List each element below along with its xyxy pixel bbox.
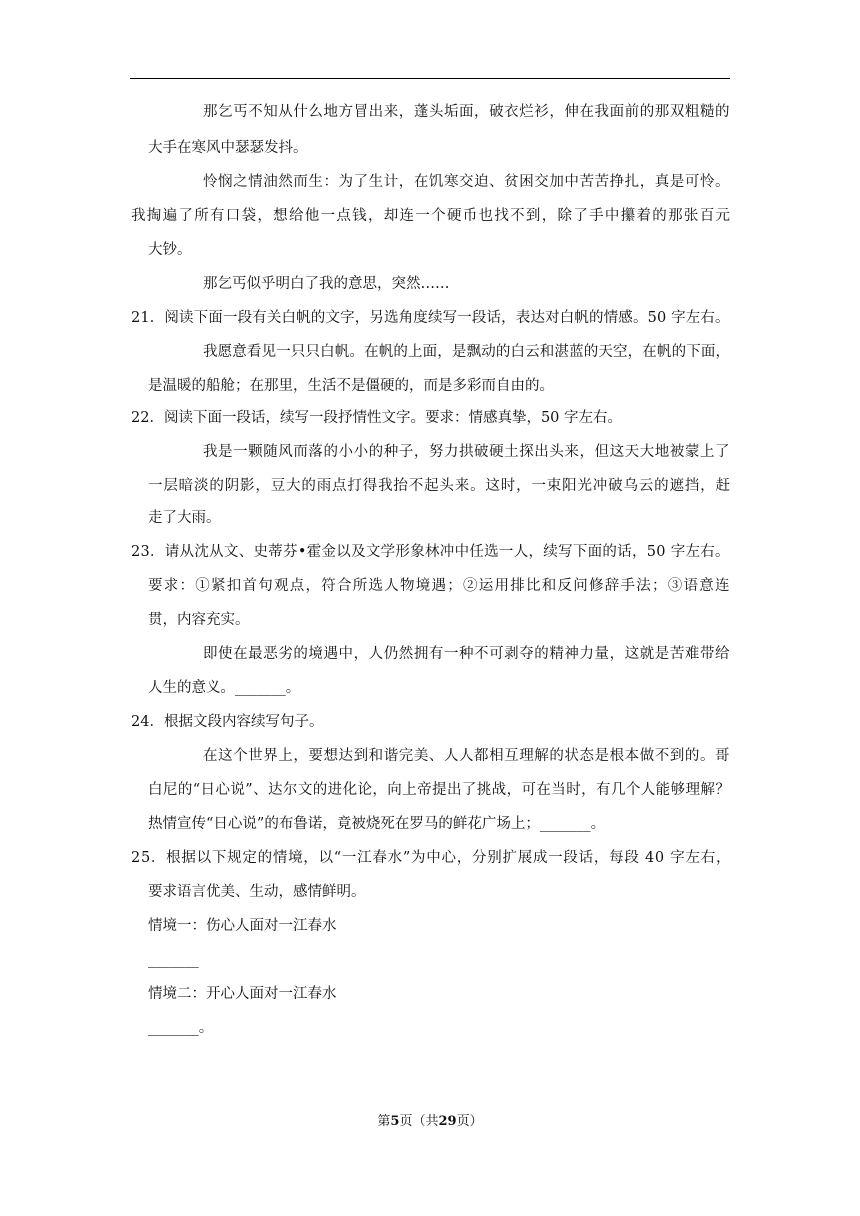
text-line: 24．根据文段内容续写句子。: [131, 714, 324, 730]
text-line: 怜悯之情油然而生：为了生计，在饥寒交迫、贫困交加中苦苦挣扎，真是可怜。: [203, 174, 731, 190]
text-line: 23．请从沈从文、史蒂芬•霍金以及文学形象林冲中任选一人，续写下面的话，50 字左右。: [131, 544, 730, 560]
text-line: 大手在寒风中瑟瑟发抖。: [148, 140, 308, 156]
text-line: 情境二：开心人面对一江春水: [148, 986, 337, 1002]
text-line: 我掏遍了所有口袋，想给他一点钱，却连一个硬币也找不到，除了手中攥着的那张百元: [131, 208, 732, 224]
page-footer: [0, 1110, 860, 1129]
text-line: 在这个世界上，要想达到和谐完美、人人都相互理解的状态是根本做不到的。哥: [203, 748, 731, 764]
text-line: 走了大雨。: [148, 510, 221, 526]
text-line: 一层暗淡的阴影，豆大的雨点打得我抬不起头来。这时，一束阳光冲破乌云的遮挡，赶: [148, 478, 731, 494]
text-line: 情境一：伤心人面对一江春水: [148, 918, 337, 934]
text-line: 要求语言优美、生动，感情鲜明。: [148, 884, 366, 900]
text-line: 是温暖的船舱；在那里，生活不是僵硬的，而是多彩而自由的。: [148, 378, 554, 394]
text-line: 我愿意看见一只只白帆。在帆的上面，是飘动的白云和湛蓝的天空，在帆的下面，: [203, 344, 731, 360]
text-line: 热情宣传“日心说”的布鲁诺，竟被烧死在罗马的鲜花广场上；_______。: [148, 816, 606, 832]
text-line: 那乞丐不知从什么地方冒出来，蓬头垢面，破衣烂衫，伸在我面前的那双粗糙的: [203, 104, 731, 120]
text-line: 25．根据以下规定的情境，以“一江春水”为中心，分别扩展成一段话，每段 40 字左右，: [131, 850, 732, 866]
footer-page-number: 5: [390, 1114, 400, 1129]
text-line: 大钞。: [148, 242, 192, 258]
text-line: _______。: [148, 1020, 214, 1036]
footer-total-pages: 29: [438, 1114, 457, 1129]
footer-mid: 页（共: [399, 1114, 439, 1129]
text-line: _______: [148, 952, 199, 968]
text-line: 即使在最恶劣的境遇中，人仍然拥有一种不可剥夺的精神力量，这就是苦难带给: [203, 646, 731, 662]
text-line: 要求：①紧扣首句观点，符合所选人物境遇；②运用排比和反问修辞手法；③语意连: [148, 578, 731, 594]
text-line: 22．阅读下面一段话，续写一段抒情性文字。要求：情感真挚，50 字左右。: [131, 410, 623, 426]
text-line: 白尼的“日心说”、达尔文的进化论，向上帝提出了挑战，可在当时，有几个人能够理解？: [148, 782, 731, 798]
header-rule: [130, 78, 730, 79]
text-line: 21．阅读下面一段有关白帆的文字，另选角度续写一段话，表达对白帆的情感。50 字左右。: [131, 310, 730, 326]
text-line: 人生的意义。_______。: [148, 680, 301, 696]
text-line: 贯，内容充实。: [148, 612, 250, 628]
footer-suffix: 页）: [456, 1114, 483, 1129]
text-line: 我是一颗随风而落的小小的种子，努力拱破硬土探出头来，但这天大地被蒙上了: [203, 444, 731, 460]
footer-prefix: 第: [377, 1114, 391, 1129]
text-line: 那乞丐似乎明白了我的意思，突然……: [203, 276, 450, 292]
